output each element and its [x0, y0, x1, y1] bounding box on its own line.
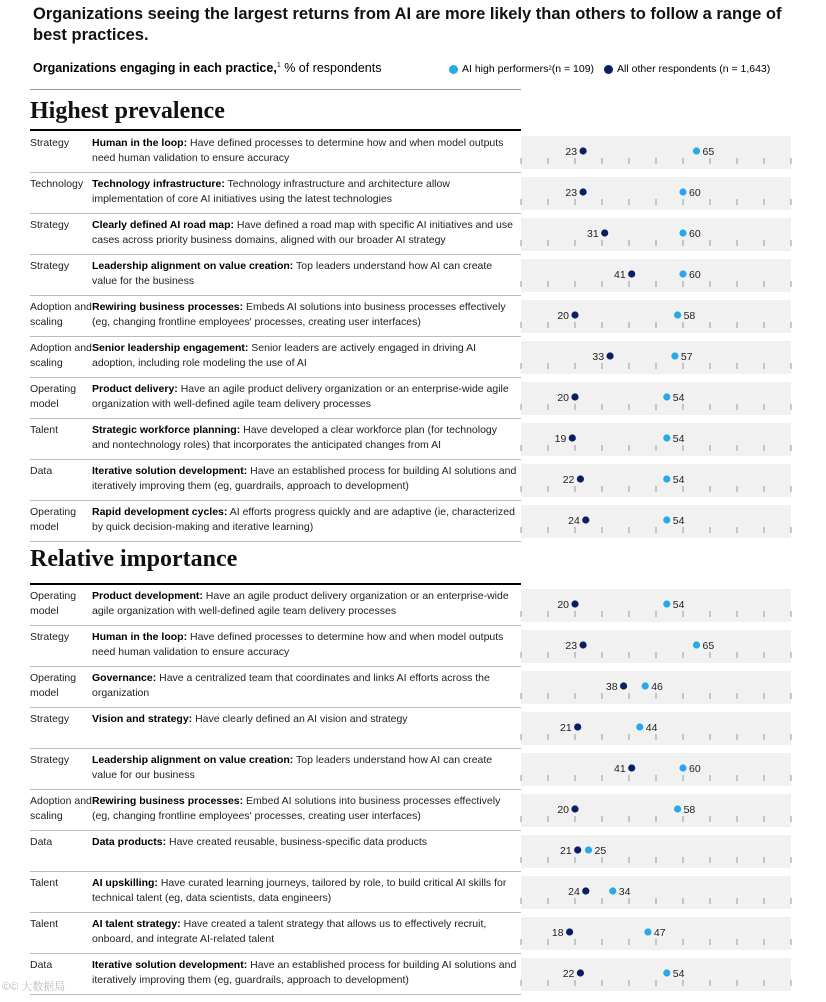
point-high-performers [674, 311, 681, 318]
practice-row [0, 667, 826, 708]
practice-text: Have developed a clear workforce plan (for technology and nontechnology roles) that incorporates the anticipated changes from AI [92, 424, 498, 451]
point-other-respondents [582, 887, 589, 894]
practice-row [0, 460, 826, 501]
label-high-performers: 47 [653, 926, 666, 939]
practice-row [0, 790, 826, 831]
point-high-performers [663, 600, 670, 607]
point-other-respondents [571, 805, 578, 812]
practice-category: Adoption and scaling [30, 301, 92, 328]
track-background [521, 753, 791, 786]
point-high-performers [636, 723, 643, 730]
point-other-respondents [628, 270, 635, 277]
row-divider [30, 994, 521, 995]
practice-row [0, 831, 826, 872]
practice-category: Data [30, 836, 53, 848]
label-high-performers: 54 [672, 598, 685, 611]
label-high-performers: 44 [645, 721, 658, 734]
practice-name: Strategic workforce planning: [92, 424, 241, 436]
dot-plot-track [518, 667, 794, 708]
practice-category: Technology [30, 178, 84, 190]
label-high-performers: 60 [689, 186, 701, 199]
label-other-respondents: 38 [605, 680, 618, 693]
point-high-performers [693, 147, 700, 154]
label-high-performers: 57 [680, 350, 693, 363]
legend-label-high: AI high performers [462, 63, 549, 75]
practice-name: Rapid development cycles: [92, 506, 228, 518]
practice-text: Have an agile product delivery organization or an enterprise-wide agile organization with well-defined agile team delivery processes [92, 383, 509, 410]
point-other-respondents [574, 846, 581, 853]
practice-name: Iterative solution development: [92, 959, 248, 971]
track-background [521, 259, 791, 292]
practice-description [92, 589, 517, 619]
legend [449, 63, 770, 75]
dot-plot-track [518, 419, 794, 460]
practice-row [0, 255, 826, 296]
dot-plot-track [518, 790, 794, 831]
practice-row [0, 913, 826, 954]
dot-plot-track [518, 913, 794, 954]
label-other-respondents: 20 [557, 391, 569, 404]
practice-row [0, 173, 826, 214]
label-other-respondents: 24 [568, 514, 580, 527]
dot-plot-track [518, 296, 794, 337]
track-background [521, 630, 791, 663]
label-other-respondents: 22 [562, 473, 575, 486]
label-other-respondents: 20 [557, 803, 569, 816]
label-high-performers: 60 [689, 762, 701, 775]
track-background [521, 177, 791, 210]
dot-plot-track [518, 255, 794, 296]
label-high-performers: 54 [672, 514, 685, 527]
section-title-highest-prevalence: Highest prevalence [30, 98, 225, 124]
practice-row [0, 214, 826, 255]
point-other-respondents [601, 229, 608, 236]
practice-text: Have created a talent strategy that allows us to effectively recruit, onboard, and integrate AI-related talent [92, 918, 487, 945]
track-background [521, 218, 791, 251]
label-high-performers: 25 [594, 844, 607, 857]
practice-name: AI talent strategy: [92, 918, 181, 930]
practice-row [0, 132, 826, 173]
practice-text: Have defined processes to determine how and when model outputs need human validation to ensure accuracy [92, 137, 504, 164]
label-high-performers: 54 [672, 473, 685, 486]
point-other-respondents [571, 600, 578, 607]
point-other-respondents [566, 928, 573, 935]
point-high-performers [663, 393, 670, 400]
practice-row [0, 708, 826, 749]
practice-description [92, 341, 517, 371]
label-other-respondents: 31 [587, 227, 599, 240]
track-background [521, 505, 791, 538]
practice-description [92, 876, 517, 906]
subtitle-bold: Organizations engaging in each practice, [33, 61, 277, 75]
point-high-performers [663, 475, 670, 482]
point-high-performers [585, 846, 592, 853]
point-other-respondents [628, 764, 635, 771]
point-high-performers [644, 928, 651, 935]
point-other-respondents [571, 393, 578, 400]
dot-plot-track [518, 585, 794, 626]
point-high-performers [679, 764, 686, 771]
point-high-performers [693, 641, 700, 648]
point-other-respondents [580, 147, 587, 154]
practice-text: Top leaders understand how AI can create value for the business [92, 260, 493, 287]
label-high-performers: 54 [672, 391, 685, 404]
practice-row [0, 501, 826, 542]
practice-name: AI upskilling: [92, 877, 158, 889]
point-high-performers [679, 188, 686, 195]
label-other-respondents: 21 [560, 844, 572, 857]
point-other-respondents [582, 516, 589, 523]
practice-name: Data products: [92, 836, 167, 848]
practice-row [0, 585, 826, 626]
practice-category: Strategy [30, 631, 70, 643]
legend-item-high-performers [449, 63, 594, 75]
point-high-performers [609, 887, 616, 894]
dot-plot-track [518, 626, 794, 667]
practice-category: Data [30, 465, 53, 477]
subtitle-footnote: 1 [276, 61, 281, 69]
practice-description [92, 464, 517, 494]
practice-description [92, 218, 517, 248]
point-high-performers [663, 516, 670, 523]
practice-text: Have an established process for building AI solutions and iteratively improving them (eg, guardrails, approach to development) [92, 465, 517, 492]
practice-description [92, 136, 517, 166]
practice-row [0, 626, 826, 667]
practice-category: Strategy [30, 260, 70, 272]
label-high-performers: 60 [689, 268, 701, 281]
label-other-respondents: 18 [551, 926, 564, 939]
practice-description [92, 300, 517, 330]
point-other-respondents [580, 641, 587, 648]
legend-item-other-respondents [604, 63, 770, 75]
label-high-performers: 65 [702, 145, 715, 158]
point-high-performers [679, 270, 686, 277]
practice-text: Technology infrastructure and architecture allow implementation of core AI initiatives using the latest technologies [92, 178, 450, 205]
chart-subtitle [33, 61, 381, 75]
practice-row [0, 954, 826, 995]
practice-category: Strategy [30, 754, 70, 766]
practice-description [92, 712, 517, 727]
practice-text: Embed AI solutions into business processes effectively (eg, changing frontline employees' processes, creating user interfaces) [92, 795, 501, 822]
practice-description [92, 382, 517, 412]
practice-category: Adoption and scaling [30, 342, 92, 369]
practice-description [92, 794, 517, 824]
label-other-respondents: 20 [557, 309, 569, 322]
point-other-respondents [580, 188, 587, 195]
practice-description [92, 958, 517, 988]
point-high-performers [671, 352, 678, 359]
practice-name: Leadership alignment on value creation: [92, 754, 294, 766]
dot-plot-track [518, 501, 794, 542]
practice-row [0, 749, 826, 790]
point-high-performers [642, 682, 649, 689]
label-other-respondents: 21 [560, 721, 572, 734]
point-other-respondents [620, 682, 627, 689]
label-high-performers: 54 [672, 432, 685, 445]
practice-text: Senior leaders are actively engaged in driving AI adoption, including role modeling the use of AI [92, 342, 477, 369]
practice-category: Strategy [30, 219, 70, 231]
dot-plot-track [518, 460, 794, 501]
practice-text: AI efforts progress quickly and are adaptive (ie, characterized by quick decision-making and iterative learning) [92, 506, 515, 533]
practice-row [0, 378, 826, 419]
practice-description [92, 505, 517, 535]
practice-description [92, 753, 517, 783]
legend-high-n: (n = 109) [551, 63, 595, 75]
label-high-performers: 58 [683, 309, 696, 322]
label-high-performers: 54 [672, 967, 685, 980]
practice-name: Rewiring business processes: [92, 795, 244, 807]
label-high-performers: 60 [689, 227, 701, 240]
point-other-respondents [569, 434, 576, 441]
dot-plot-track [518, 954, 794, 995]
section-rule [30, 129, 521, 131]
watermark-logo: ©© 大数据局 [2, 981, 66, 993]
practice-description [92, 177, 517, 207]
practice-row [0, 337, 826, 378]
point-high-performers [663, 434, 670, 441]
practice-text: Have created reusable, business-specific data products [166, 836, 427, 848]
practice-name: Technology infrastructure: [92, 178, 225, 190]
track-background [521, 958, 791, 991]
track-background [521, 341, 791, 374]
practice-description [92, 630, 517, 660]
dot-plot-track [518, 214, 794, 255]
dot-plot-track [518, 831, 794, 872]
label-other-respondents: 41 [614, 762, 626, 775]
label-other-respondents: 33 [592, 350, 605, 363]
practice-row [0, 296, 826, 337]
practice-category: Strategy [30, 137, 70, 149]
practice-category: Operating model [30, 590, 77, 617]
practice-description [92, 671, 517, 701]
practice-name: Governance: [92, 672, 157, 684]
label-high-performers: 46 [651, 680, 663, 693]
practice-text: Have defined processes to determine how and when model outputs need human validation to ensure accuracy [92, 631, 504, 658]
practice-name: Product delivery: [92, 383, 178, 395]
dot-plot-track [518, 872, 794, 913]
row-divider [30, 541, 521, 542]
label-other-respondents: 23 [565, 186, 578, 199]
dot-plot-track [518, 173, 794, 214]
practice-category: Talent [30, 918, 59, 930]
legend-dot-other-icon [604, 65, 613, 74]
label-other-respondents: 24 [568, 885, 580, 898]
legend-dot-high-icon [449, 65, 458, 74]
practice-description [92, 835, 517, 850]
practice-description [92, 423, 517, 453]
practice-name: Clearly defined AI road map: [92, 219, 234, 231]
point-high-performers [674, 805, 681, 812]
point-other-respondents [574, 723, 581, 730]
point-high-performers [663, 969, 670, 976]
label-other-respondents: 20 [557, 598, 569, 611]
chart-title: Organizations seeing the largest returns from AI are more likely than others to follow a range of best practices. [33, 5, 782, 44]
practice-text: Have curated learning journeys, tailored by role, to build critical AI skills for technical talent (eg, data scientists, data engineers) [92, 877, 507, 904]
practice-name: Product development: [92, 590, 203, 602]
practice-text: Embeds AI solutions into business processes effectively (eg, changing frontline employees' processes, creating user interfaces) [92, 301, 506, 328]
practice-category: Talent [30, 877, 59, 889]
dot-plot-track [518, 708, 794, 749]
practice-name: Senior leadership engagement: [92, 342, 249, 354]
practice-name: Rewiring business processes: [92, 301, 244, 313]
practice-text: Have an agile product delivery organization or an enterprise-wide agile organization with well-defined agile team delivery processes [92, 590, 509, 617]
label-high-performers: 58 [683, 803, 696, 816]
practice-category: Talent [30, 424, 59, 436]
practice-category: Data [30, 959, 53, 971]
label-other-respondents: 23 [565, 639, 578, 652]
practice-text: Have clearly defined an AI vision and strategy [192, 713, 408, 725]
practice-description [92, 259, 517, 289]
point-other-respondents [571, 311, 578, 318]
track-background [521, 876, 791, 909]
practice-category: Strategy [30, 713, 70, 725]
practice-category: Adoption and scaling [30, 795, 92, 822]
label-other-respondents: 19 [554, 432, 567, 445]
subtitle-rest: % of respondents [280, 61, 382, 75]
practice-description [92, 917, 517, 947]
dot-plot-track [518, 749, 794, 790]
point-other-respondents [577, 969, 584, 976]
label-other-respondents: 41 [614, 268, 626, 281]
practice-category: Operating model [30, 672, 77, 699]
label-high-performers: 65 [702, 639, 715, 652]
practice-name: Iterative solution development: [92, 465, 248, 477]
point-other-respondents [577, 475, 584, 482]
practice-name: Human in the loop: [92, 631, 188, 643]
label-other-respondents: 23 [565, 145, 578, 158]
practice-text: Have an established process for building AI solutions and iteratively improving them (eg, guardrails, approach to development) [92, 959, 517, 986]
header-divider [30, 89, 521, 90]
dot-plot-track [518, 378, 794, 419]
practice-text: Have defined a road map with specific AI initiatives and use cases across priority business domains, aligned with our broader AI strategy [92, 219, 513, 246]
track-background [521, 136, 791, 169]
practice-name: Leadership alignment on value creation: [92, 260, 294, 272]
practice-name: Vision and strategy: [92, 713, 193, 725]
label-high-performers: 34 [618, 885, 631, 898]
section-title-relative-importance: Relative importance [30, 546, 238, 572]
legend-label-other: All other respondents (n = 1,643) [617, 63, 771, 75]
dot-plot-track [518, 337, 794, 378]
practice-category: Operating model [30, 506, 77, 533]
point-high-performers [679, 229, 686, 236]
point-other-respondents [607, 352, 614, 359]
practice-row [0, 419, 826, 460]
dot-plot-track [518, 132, 794, 173]
practice-text: Have a centralized team that coordinates and links AI efforts across the organization [92, 672, 490, 699]
legend-high-footnote: 2 [548, 66, 552, 72]
practice-text: Top leaders understand how AI can create value for our business [92, 754, 493, 781]
label-other-respondents: 22 [562, 967, 575, 980]
track-background [521, 464, 791, 497]
practice-row [0, 872, 826, 913]
practice-name: Human in the loop: [92, 137, 188, 149]
practice-category: Operating model [30, 383, 77, 410]
